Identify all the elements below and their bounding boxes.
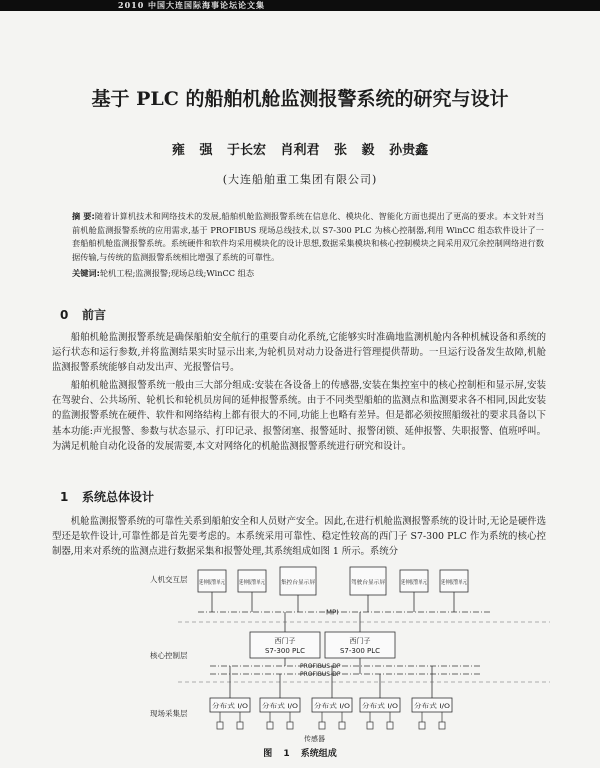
keywords-label: 关键词: <box>72 268 100 278</box>
profibus-label-b: PROFIBUS-DP <box>300 671 341 678</box>
abstract-text: 随着计算机技术和网络技术的发展,船舶机舱监测报警系统在信息化、模块化、智能化方面也提出了更高的要求。本文针对当前机舱监测报警系统的应用需求,基于 PROFIBUS 现场总线技术,以 S7-300 PLC 为核心控制器,利用 WinCC 组态软件设计了一套船舶机舱监测报警系统。系统硬件和软件均采用模块化的设计思想,数据采集模块和核心控制模块之间采用双冗余控制网络进行数据传输,与传统的监测报警系统相比增强了系统的可靠性。 <box>72 211 544 262</box>
figure-caption: 图 1 系统组成 <box>263 749 337 759</box>
sensor-icon <box>339 722 345 729</box>
layer-label-hmi: 人机交互层 <box>150 575 188 584</box>
hmi-box-label: 延伸报警单元 <box>239 580 273 586</box>
hmi-box-label: 集控台显示屏 <box>281 580 315 586</box>
sensor-icon <box>439 722 445 729</box>
io-label: 分布式 I/O <box>362 703 392 710</box>
section-heading-0 <box>60 306 106 323</box>
paper-title: 基于 PLC 的船舶机舱监测报警系统的研究与设计 <box>91 88 509 110</box>
layer-label-field: 现场采集层 <box>150 709 188 718</box>
section-number: 0 <box>60 308 69 322</box>
system-diagram-svg <box>150 566 570 756</box>
hmi-box-label: 驾驶台显示屏 <box>351 580 385 586</box>
abstract-label: 摘 要: <box>72 211 95 221</box>
sensor-icon <box>319 722 325 729</box>
plc-label-line1: 西门子 <box>274 637 296 645</box>
affiliation: (大连船舶重工集团有限公司) <box>222 173 378 186</box>
sensor-icon <box>367 722 373 729</box>
profibus-label-a: PROFIBUS-DP <box>300 663 341 670</box>
io-label: 分布式 I/O <box>212 703 242 710</box>
paragraph-intro-1: 船舶机舱监测报警系统是确保船舶安全航行的重要自动化系统,它能够实时准确地监测机舱内各种机械设备和系统的运行状态和运行参数,并将监测结果实时显示出来,为轮机员对动力设备进行管理提供帮助。一旦运行设备发生故障,机舱监测报警系统能够自动发出声、光报警信号。 <box>52 332 546 374</box>
abstract <box>72 210 544 264</box>
io-label: 分布式 I/O <box>414 703 444 710</box>
section-title: 系统总体设计 <box>82 490 155 504</box>
plc-label-line2: S7-300 PLC <box>339 647 381 655</box>
sensor-icon <box>419 722 425 729</box>
io-label: 分布式 I/O <box>314 703 344 710</box>
sensor-label: 传感器 <box>304 735 325 743</box>
running-header <box>0 0 600 11</box>
keywords-text: 轮机工程;监测报警;现场总线;WinCC 组态 <box>99 268 255 278</box>
author-list: 雍 强 于长宏 肖利君 张 毅 孙贵鑫 <box>171 143 429 158</box>
layer-label-control: 核心控制层 <box>150 651 188 660</box>
section-heading-1 <box>60 488 154 505</box>
running-header-text: 2010 中国大连国际海事论坛论文集 <box>118 0 266 10</box>
sensor-icon <box>287 722 293 729</box>
sensor-icon <box>237 722 243 729</box>
section-title: 前言 <box>82 308 107 322</box>
hmi-box-label: 延伸报警单元 <box>441 580 475 586</box>
system-diagram <box>150 566 570 756</box>
sensor-icon <box>387 722 393 729</box>
plc-label-line2: S7-300 PLC <box>264 647 306 655</box>
sensor-icon <box>267 722 273 729</box>
plc-label-line1: 西门子 <box>349 637 371 645</box>
sensor-icon <box>217 722 223 729</box>
section-number: 1 <box>60 490 69 504</box>
keywords <box>72 267 544 280</box>
mpi-label: MPI <box>326 608 339 617</box>
hmi-box-label: 延伸报警单元 <box>401 580 435 586</box>
io-label: 分布式 I/O <box>262 703 292 710</box>
hmi-box-label: 延伸报警单元 <box>199 580 233 586</box>
paragraph-intro-2: 船舶机舱监测报警系统一般由三大部分组成:安装在各设备上的传感器,安装在集控室中的核心控制柜和显示屏,安装在驾驶台、公共场所、轮机长和轮机员房间的延伸报警系统。由于不同类型船舶的监测点和监测要求各不相同,因此安装的监测报警系统在硬件、软件和网络结构上都有很大的不同,功能上也略有差异。但是都必须按照船级社的要求具备以下基本功能:声光报警、参数与状态显示、打印记录、报警闭塞、报警延时、报警闭锁、延伸报警、失职报警、值班呼叫。为满足机舱自动化设备的发展需要,本文对网络化的机舱监测报警系统进行研究和设计。 <box>52 380 546 452</box>
paragraph-design-1: 机舱监测报警系统的可靠性关系到船舶安全和人员财产安全。因此,在进行机舱监测报警系统的设计时,无论是硬件选型还是软件设计,可靠性都是首先要考虑的。本系统采用可靠性、稳定性较高的西门子 S7-300 PLC 作为系统的核心控制器,用来对系统的监测点进行数据采集和报警处理,其系统组成如图 1 所示。系统分 <box>52 516 546 558</box>
